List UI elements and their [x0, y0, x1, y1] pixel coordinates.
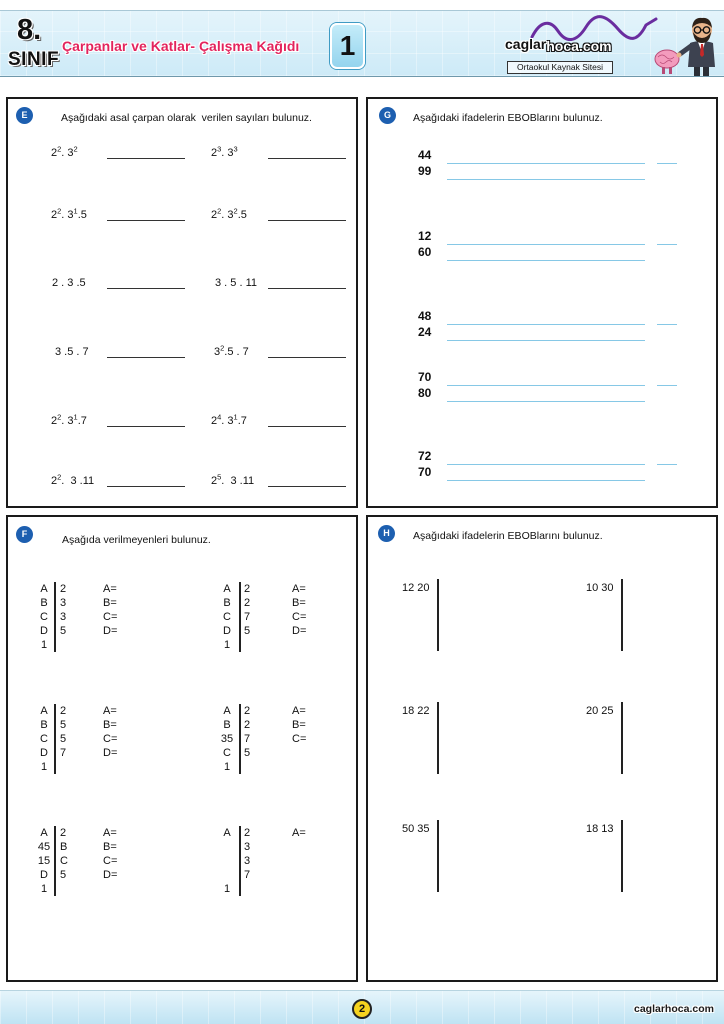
ladder-divider-line [239, 704, 241, 774]
ladder-left-value: C [223, 611, 231, 623]
ladder-divider-line [239, 826, 241, 896]
expression-exponent: 2 [220, 343, 225, 353]
ladder-divisor: 2 [244, 583, 251, 595]
sheet-number-badge [330, 23, 365, 69]
ladder-divisor: 5 [60, 733, 67, 745]
ladder-divisor: 5 [60, 625, 67, 637]
unknown-answer-label: B= [292, 719, 306, 731]
grade-label: SINIF [8, 49, 60, 70]
expression-text: 2 [51, 475, 58, 487]
expression-text: 2 [211, 415, 218, 427]
prime-factor-expression [51, 414, 87, 428]
section-e-panel [6, 97, 358, 508]
ladder-left-value: 1 [40, 883, 48, 895]
section-h-panel [366, 515, 718, 982]
ladder-left-value: 1 [223, 639, 231, 651]
expression-exponent: 2 [217, 206, 222, 216]
ladder-divisor: 2 [60, 827, 67, 839]
unknown-answer-label: A= [292, 583, 306, 595]
answer-line [447, 179, 645, 180]
ladder-left-value: A [223, 827, 231, 839]
expression-exponent: 3 [217, 144, 222, 154]
answer-blank-line [107, 288, 185, 289]
ladder-left-value: B [223, 597, 231, 609]
worksheet-header [0, 10, 724, 77]
division-line [437, 702, 439, 774]
unknown-answer-label: B= [103, 841, 117, 853]
ladder-divisor: 2 [244, 597, 251, 609]
ladder-left-value: A [40, 705, 48, 717]
section-f-badge: F [16, 526, 33, 543]
division-line [437, 820, 439, 892]
answer-blank-line [268, 426, 346, 427]
ladder-divider-line [54, 704, 56, 774]
expression-text: . 3 .11 [221, 475, 255, 487]
expression-text: .5 [237, 209, 247, 221]
answer-line [447, 464, 645, 465]
ladder-left-value: 45 [37, 841, 51, 853]
answer-line [447, 385, 645, 386]
teacher-mascot-icon [652, 13, 722, 77]
ladder-left-value: B [40, 597, 48, 609]
answer-line [447, 244, 645, 245]
expression-text: . 3 .11 [61, 475, 95, 487]
answer-blank-line [107, 486, 185, 487]
section-h-instruction: Aşağıdaki ifadelerin EBOBlarını bulunuz. [413, 530, 603, 542]
expression-exponent: 5 [217, 472, 222, 482]
ladder-divisor: 2 [60, 705, 67, 717]
ebob-number-pair: 20 25 [586, 705, 614, 717]
answer-blank-line [107, 426, 185, 427]
unknown-answer-label: C= [292, 733, 307, 745]
ladder-divisor: 3 [60, 597, 67, 609]
unknown-answer-label: D= [103, 747, 118, 759]
ladder-left-value: D [40, 747, 48, 759]
answer-line-short [657, 163, 677, 164]
ladder-left-value: 1 [223, 883, 231, 895]
ebob-number-pair: 12 20 [402, 582, 430, 594]
ladder-divisor: 7 [244, 611, 251, 623]
section-f-panel [6, 515, 358, 982]
answer-line-short [657, 324, 677, 325]
unknown-answer-label: C= [103, 611, 118, 623]
section-f-instruction: Aşağıda verilmeyenleri bulunuz. [62, 534, 211, 546]
answer-line-short [657, 464, 677, 465]
ladder-divisor: 3 [60, 611, 67, 623]
ladder-left-value: A [40, 583, 48, 595]
ladder-left-value: D [40, 625, 48, 637]
ladder-divisor: 2 [60, 583, 67, 595]
ebob-number-first: 72 [418, 449, 432, 463]
expression-text: 2 [51, 209, 58, 221]
ladder-divisor: 5 [244, 747, 251, 759]
expression-exponent: 1 [73, 206, 78, 216]
logo-text-part2: hoca.com [546, 38, 612, 54]
section-e-badge: E [16, 107, 33, 124]
expression-text: 2 [211, 209, 218, 221]
expression-exponent: 3 [233, 144, 238, 154]
unknown-answer-label: B= [103, 597, 117, 609]
answer-blank-line [268, 158, 346, 159]
expression-exponent: 4 [217, 412, 222, 422]
ladder-left-value: 35 [220, 733, 234, 745]
ladder-left-value [217, 840, 237, 854]
ebob-number-pair: 18 13 [586, 823, 614, 835]
ladder-left-value: A [40, 827, 48, 839]
ebob-number-second: 80 [418, 386, 432, 400]
unknown-answer-label: C= [103, 855, 118, 867]
expression-text: .7 [77, 415, 87, 427]
expression-text: . 3 [221, 147, 234, 159]
worksheet-footer [0, 990, 724, 1024]
unknown-answer-label: D= [103, 625, 118, 637]
section-h-badge: H [378, 525, 395, 542]
ladder-divisor: 2 [244, 719, 251, 731]
division-line [621, 702, 623, 774]
expression-text: . 3 [61, 209, 74, 221]
division-line [621, 579, 623, 651]
expression-text: 2 [51, 415, 58, 427]
prime-factor-expression [52, 276, 86, 290]
unknown-answer-label: A= [103, 705, 117, 717]
sheet-number: 1 [339, 30, 356, 61]
unknown-answer-label: A= [103, 827, 117, 839]
prime-factor-expression [214, 345, 249, 359]
ladder-left-value: A [223, 705, 231, 717]
expression-exponent: 2 [57, 206, 62, 216]
prime-factor-expression [51, 208, 87, 222]
expression-exponent: 1 [73, 412, 78, 422]
ladder-left-value: D [223, 625, 231, 637]
ladder-left-value: 1 [40, 639, 48, 651]
ebob-number-pair: 18 22 [402, 705, 430, 717]
ebob-number-pair: 50 35 [402, 823, 430, 835]
ladder-left-value: B [223, 719, 231, 731]
expression-text: 2 [51, 147, 58, 159]
ladder-left-value [217, 854, 237, 868]
grade-number: 8. [17, 14, 42, 46]
unknown-answer-label: B= [103, 719, 117, 731]
answer-line [447, 480, 645, 481]
unknown-answer-label: A= [292, 705, 306, 717]
ladder-divisor: 2 [244, 705, 251, 717]
unknown-answer-label: B= [292, 597, 306, 609]
expression-exponent: 2 [57, 412, 62, 422]
division-line [437, 579, 439, 651]
answer-line [447, 401, 645, 402]
answer-line [447, 163, 645, 164]
ebob-number-second: 99 [418, 164, 432, 178]
expression-exponent: 2 [57, 472, 62, 482]
ladder-divider-line [54, 826, 56, 896]
ladder-left-value [217, 868, 237, 882]
prime-factor-expression [211, 208, 247, 222]
ladder-divisor: 7 [244, 869, 251, 881]
division-line [621, 820, 623, 892]
ebob-number-first: 44 [418, 148, 432, 162]
section-g-badge: G [379, 107, 396, 124]
answer-line-short [657, 385, 677, 386]
ebob-number-first: 70 [418, 370, 432, 384]
unknown-answer-label: D= [292, 625, 307, 637]
expression-text: . 3 [61, 415, 74, 427]
answer-line [447, 260, 645, 261]
ladder-divisor: 5 [60, 869, 67, 881]
ladder-divisor: 2 [244, 827, 251, 839]
ladder-divisor: 5 [60, 719, 67, 731]
logo-text-part1: caglar [505, 36, 547, 52]
prime-factor-expression [211, 474, 254, 488]
expression-text: . 3 [221, 209, 234, 221]
site-tagline: Ortaokul Kaynak Sitesi [507, 61, 613, 74]
ladder-divisor: 7 [60, 747, 67, 759]
expression-text: .5 . 7 [224, 346, 249, 358]
unknown-answer-label: A= [292, 827, 306, 839]
page-number: 2 [352, 999, 372, 1019]
ladder-divider-line [239, 582, 241, 652]
expression-text: 3 . 5 . 11 [215, 277, 257, 289]
expression-text: .7 [237, 415, 247, 427]
ebob-number-first: 48 [418, 309, 432, 323]
ladder-left-value: B [40, 719, 48, 731]
answer-blank-line [107, 220, 185, 221]
prime-factor-expression [211, 146, 238, 160]
ebob-number-first: 12 [418, 229, 432, 243]
ebob-number-pair: 10 30 [586, 582, 614, 594]
ebob-number-second: 60 [418, 245, 432, 259]
unknown-answer-label: C= [103, 733, 118, 745]
expression-text: 3 [214, 346, 221, 358]
answer-blank-line [107, 158, 185, 159]
section-g-panel [366, 97, 718, 508]
answer-line [447, 340, 645, 341]
answer-line [447, 324, 645, 325]
expression-text: . 3 [221, 415, 234, 427]
expression-text: 2 . 3 .5 [52, 277, 86, 289]
answer-blank-line [268, 288, 346, 289]
expression-exponent: 2 [73, 144, 78, 154]
ladder-divisor: 3 [244, 841, 251, 853]
expression-text: .5 [77, 209, 87, 221]
ladder-divisor: C [60, 855, 68, 867]
unknown-answer-label: C= [292, 611, 307, 623]
prime-factor-expression [51, 146, 78, 160]
ebob-number-second: 24 [418, 325, 432, 339]
answer-line-short [657, 244, 677, 245]
ladder-divider-line [54, 582, 56, 652]
ladder-left-value: A [223, 583, 231, 595]
brain-icon [655, 50, 679, 74]
ladder-left-value: D [40, 869, 48, 881]
answer-blank-line [268, 486, 346, 487]
expression-text: 3 .5 . 7 [55, 346, 89, 358]
expression-text: 2 [211, 147, 218, 159]
footer-site-name: caglarhoca.com [634, 1003, 714, 1015]
section-g-instruction: Aşağıdaki ifadelerin EBOBlarını bulunuz. [413, 112, 603, 124]
ebob-number-second: 70 [418, 465, 432, 479]
ladder-left-value: 15 [37, 855, 51, 867]
answer-blank-line [268, 220, 346, 221]
expression-text: 2 [211, 475, 218, 487]
ladder-divisor: 3 [244, 855, 251, 867]
ladder-left-value: 1 [40, 761, 48, 773]
ladder-divisor: 5 [244, 625, 251, 637]
unknown-answer-label: D= [103, 869, 118, 881]
expression-exponent: 2 [233, 206, 238, 216]
prime-factor-expression [215, 276, 257, 290]
ladder-left-value: C [223, 747, 231, 759]
answer-blank-line [268, 357, 346, 358]
expression-text: . 3 [61, 147, 74, 159]
prime-factor-expression [211, 414, 247, 428]
ladder-divisor: 7 [244, 733, 251, 745]
ladder-left-value: C [40, 611, 48, 623]
ladder-left-value: C [40, 733, 48, 745]
ladder-divisor: B [60, 841, 68, 853]
site-logo [505, 37, 612, 55]
prime-factor-expression [55, 345, 89, 359]
prime-factor-expression [51, 474, 94, 488]
expression-exponent: 2 [57, 144, 62, 154]
section-e-instruction: Aşağıdaki asal çarpan olarak verilen sayıları bulunuz. [61, 112, 312, 124]
unknown-answer-label: A= [103, 583, 117, 595]
worksheet-title: Çarpanlar ve Katlar- Çalışma Kağıdı [62, 38, 300, 54]
ladder-left-value: 1 [223, 761, 231, 773]
expression-exponent: 1 [233, 412, 238, 422]
answer-blank-line [107, 357, 185, 358]
